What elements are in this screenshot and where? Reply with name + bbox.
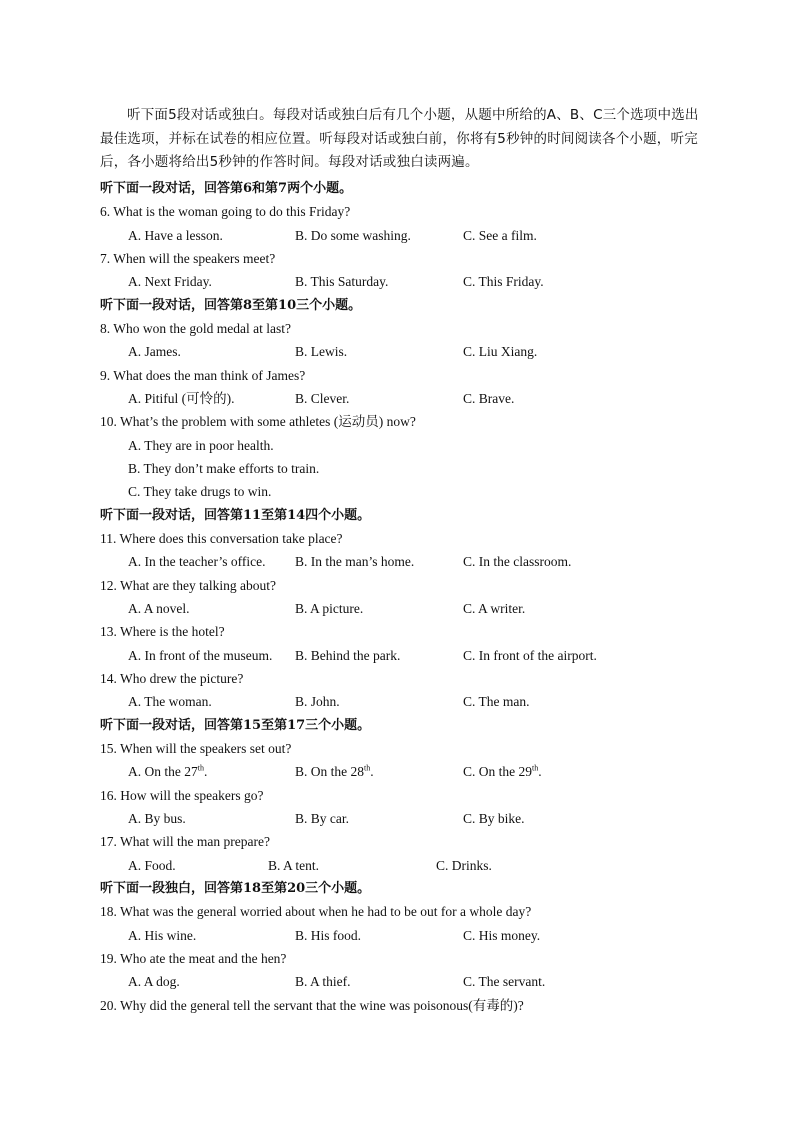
q13-option-c: C. In front of the airport. (463, 648, 597, 663)
section-heading: 听下面一段对话，回答第8至第10三个小题。 (100, 298, 362, 313)
q15-option-a: A. On the 27th. (128, 763, 208, 779)
q15-option-b: B. On the 28th. (295, 763, 374, 779)
question-18: 18. What was the general worried about when he had to be out for a whole day? (100, 904, 532, 919)
q8-option-c: C. Liu Xiang. (463, 344, 538, 359)
question-16: 16. How will the speakers go? (100, 788, 264, 803)
q18-option-c: C. His money. (463, 928, 541, 943)
question-9: 9. What does the man think of James? (100, 368, 306, 383)
q19-option-b: B. A thief. (295, 974, 351, 989)
q11-option-a: A. In the teacher’s office. (128, 554, 266, 569)
question-17: 17. What will the man prepare? (100, 834, 270, 849)
q8-option-a: A. James. (128, 344, 181, 359)
q6-option-a: A. Have a lesson. (128, 228, 223, 243)
q10-option-a: A. They are in poor health. (128, 438, 274, 453)
question-14: 14. Who drew the picture? (100, 671, 244, 686)
section-heading: 听下面一段对话，回答第11至第14四个小题。 (100, 508, 371, 523)
q11-option-b: B. In the man’s home. (295, 554, 415, 569)
question-20: 20. Why did the general tell the servant that the wine was poisonous(有毒的)? (100, 998, 524, 1013)
q14-option-c: C. The man. (463, 694, 530, 709)
q7-option-c: C. This Friday. (463, 274, 544, 289)
q14-option-a: A. The woman. (128, 694, 212, 709)
question-6: 6. What is the woman going to do this Friday? (100, 204, 351, 219)
q17-option-c: C. Drinks. (436, 858, 492, 873)
q12-option-c: C. A writer. (463, 601, 526, 616)
q16-option-b: B. By car. (295, 811, 349, 826)
question-15: 15. When will the speakers set out? (100, 741, 292, 756)
question-19: 19. Who ate the meat and the hen? (100, 951, 287, 966)
q10-option-b: B. They don’t make efforts to train. (128, 461, 320, 476)
question-7: 7. When will the speakers meet? (100, 251, 276, 266)
q7-option-a: A. Next Friday. (128, 274, 212, 289)
q16-option-a: A. By bus. (128, 811, 186, 826)
q12-option-b: B. A picture. (295, 601, 364, 616)
question-12: 12. What are they talking about? (100, 578, 276, 593)
q13-option-a: A. In front of the museum. (128, 648, 273, 663)
q19-option-c: C. The servant. (463, 974, 546, 989)
q9-option-a: A. Pitiful (可怜的). (128, 391, 235, 406)
q8-option-b: B. Lewis. (295, 344, 348, 359)
q13-option-b: B. Behind the park. (295, 648, 401, 663)
section-heading: 听下面一段对话，回答第6和第7两个小题。 (100, 181, 353, 196)
q6-option-b: B. Do some washing. (295, 228, 411, 243)
q11-option-c: C. In the classroom. (463, 554, 572, 569)
q16-option-c: C. By bike. (463, 811, 525, 826)
question-8: 8. Who won the gold medal at last? (100, 321, 291, 336)
question-11: 11. Where does this conversation take place? (100, 531, 343, 546)
q19-option-a: A. A dog. (128, 974, 180, 989)
q6-option-c: C. See a film. (463, 228, 537, 243)
q17-option-b: B. A tent. (268, 858, 320, 873)
q18-option-b: B. His food. (295, 928, 362, 943)
section-heading: 听下面一段独白，回答第18至第20三个小题。 (100, 881, 371, 896)
q15-option-c: C. On the 29th. (463, 763, 542, 779)
q9-option-b: B. Clever. (295, 391, 350, 406)
q17-option-a: A. Food. (128, 858, 176, 873)
q12-option-a: A. A novel. (128, 601, 190, 616)
q18-option-a: A. His wine. (128, 928, 197, 943)
question-13: 13. Where is the hotel? (100, 624, 225, 639)
section-heading: 听下面一段对话，回答第15至第17三个小题。 (100, 718, 371, 733)
instructions-paragraph: 听下面5段对话或独白。每段对话或独白后有几个小题，从题中所给的A、B、C三个选项中选出最佳选项，并标在试卷的相应位置。听每段对话或独白前，你将有5秒钟的时间阅读各个小题，听完后，各小题将给出5秒钟的作答时间。每段对话或独白读两遍。 (100, 107, 699, 170)
q10-option-c: C. They take drugs to win. (128, 484, 272, 499)
q7-option-b: B. This Saturday. (295, 274, 389, 289)
q9-option-c: C. Brave. (463, 391, 515, 406)
question-10: 10. What’s the problem with some athletes (运动员) now? (100, 414, 416, 429)
q14-option-b: B. John. (295, 694, 340, 709)
